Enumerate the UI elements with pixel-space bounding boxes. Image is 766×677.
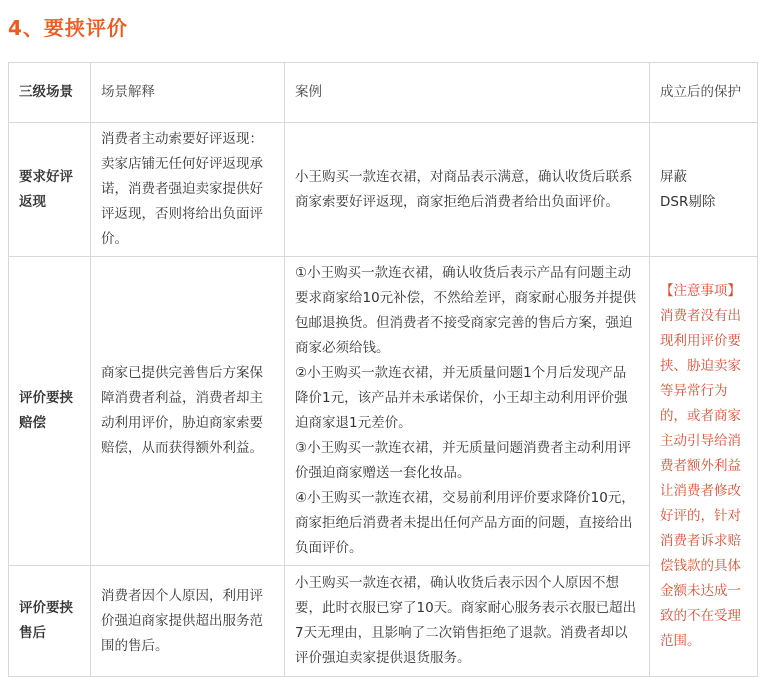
scene-cell: 评价要挟售后 xyxy=(9,566,91,677)
note-title: 【注意事项】 xyxy=(660,283,741,299)
section-heading: 4、要挟评价 xyxy=(8,16,128,40)
case-item: ③小王购买一款连衣裙，并无质量问题消费者主动利用评价强迫商家赠送一套化妆品。 xyxy=(295,440,632,481)
table-row xyxy=(9,257,758,566)
note-cell xyxy=(650,257,758,677)
case-cell xyxy=(285,257,650,566)
table-header-row xyxy=(9,63,758,123)
explain-cell: 商家已提供完善售后方案保障消费者利益，消费者却主动利用评价，胁迫商家索要赔偿，从而获得额外利益。 xyxy=(91,257,285,566)
table-row xyxy=(9,566,758,677)
case-item: ④小王购买一款连衣裙，交易前利用评价要求降价10元，商家拒绝后消费者未提出任何产品方面的问题，直接给出负面评价。 xyxy=(295,490,635,556)
result-cell xyxy=(650,123,758,257)
result-text: 屏蔽 DSR剔除 xyxy=(660,168,716,210)
scene-cell: 要求好评返现 xyxy=(9,123,91,257)
explain-cell: 消费者主动索要好评返现：卖家店铺无任何好评返现承诺，消费者强迫卖家提供好评返现，否则将给出负面评价。 xyxy=(91,123,285,257)
case-item: ①小王购买一款连衣裙，确认收货后表示产品有问题主动要求商家给10元补偿，不然给差评，商家耐心服务并提供包邮退换货。但消费者不接受商家完善的售后方案，强迫商家必须给钱。 xyxy=(295,265,637,356)
rules-table xyxy=(8,62,758,677)
case-item: ②小王购买一款连衣裙，并无质量问题1个月后发现产品降价1元，该产品并未承诺保价，小王却主动利用评价强迫商家退1元差价。 xyxy=(295,365,628,431)
scene-cell: 评价要挟赔偿 xyxy=(9,257,91,566)
header-protection: 成立后的保护 xyxy=(650,63,758,123)
note-text: 消费者没有出现利用评价要挟、胁迫卖家等异常行为的，或者商家主动引导给消费者额外利益让消费者修改好评的，针对消费者诉求赔偿钱款的具体金额未达成一致的不在受理范围。 xyxy=(660,308,741,649)
header-scene: 三级场景 xyxy=(9,63,91,123)
header-case: 案例 xyxy=(285,63,650,123)
explain-cell: 消费者因个人原因，利用评价强迫商家提供超出服务范围的售后。 xyxy=(91,566,285,677)
header-explain: 场景解释 xyxy=(91,63,285,123)
case-cell: 小王购买一款连衣裙，对商品表示满意，确认收货后联系商家索要好评返现，商家拒绝后消费者给出负面评价。 xyxy=(285,123,650,257)
case-cell: 小王购买一款连衣裙，确认收货后表示因个人原因不想要，此时衣服已穿了10天。商家耐心服务表示衣服已超出7天无理由，且影响了二次销售拒绝了退款。消费者却以评价强迫卖家提供退货服务。 xyxy=(285,566,650,677)
table-row xyxy=(9,123,758,257)
